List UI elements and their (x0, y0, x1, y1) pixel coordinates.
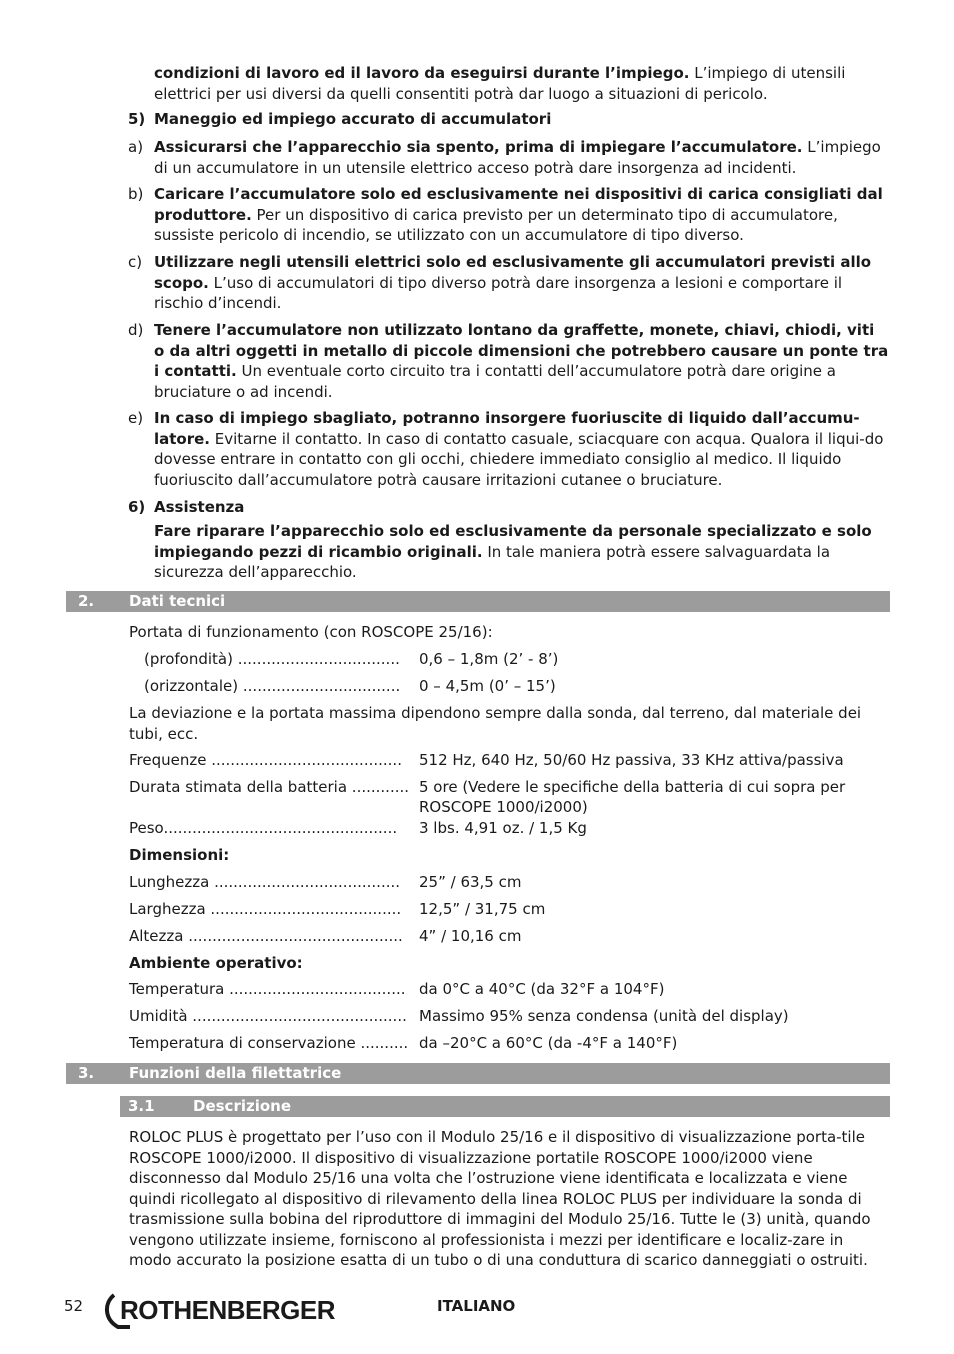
spec-horizontal (144, 676, 556, 697)
item-b-text (154, 184, 889, 246)
spec-temperature-value: da 0°C a 40°C (da 32°F a 104°F) (419, 980, 665, 998)
spec-battery-value: 5 ore (Vedere le specifiche della batteria di cui sopra per (419, 778, 846, 796)
spec-horizontal-key: (orizzontale) ................................. (144, 677, 401, 695)
spec-width-key: Larghezza ........................................ (129, 900, 402, 918)
page-number: 52 (64, 1297, 84, 1315)
item-e-body: Evitarne il contatto. In caso di contatto casuale, sciacquare con acqua. Qualora il liqui-do dovesse entrare in contatto con gli occhi, chiedere immediato consiglio al medico. Il liquido fuoriuscito dall’accumulatore potrà causare irritazioni cutanee o bruciature. (154, 429, 884, 489)
item-d-body: Un eventuale corto circuito tra i contatti dell’accumulatore potrà dare origine a bruciature o ad incendi. (154, 362, 836, 401)
item-d-bold: Tenere l’accumulatore non utilizzato lontano da graffette, monete, chiavi, chiodi, viti o da altri oggetti in metallo di piccole dimensioni che potrebbero causare un ponte tra i contatti. (154, 321, 889, 380)
item-c-text (154, 252, 889, 314)
deviation-note: La deviazione e la portata massima dipendono sempre dalla sonda, dal terreno, dal materiale dei tubi, ecc. (129, 704, 862, 743)
heading-title: Funzioni della filettatrice (129, 1064, 342, 1082)
spec-width-value: 12,5” / 31,75 cm (419, 900, 546, 918)
brand-logo (100, 1291, 350, 1331)
spec-weight-value: 3 lbs. 4,91 oz. / 1,5 Kg (419, 819, 587, 837)
spec-depth-key: (profondità) .................................. (144, 650, 400, 668)
item-a-label: a) (128, 138, 144, 156)
spec-storage-value: da –20°C a 60°C (da -4°F a 140°F) (419, 1034, 678, 1052)
description-paragraph: ROLOC PLUS è progettato per l’uso con il Modulo 25/16 e il dispositivo di visualizzazione porta-tile ROSCOPE 1000/i2000. Il dispositivo di visualizzazione portatile ROSCOPE 1000/i2000 viene disconnesso dal Modulo 25/16 una volta che l’ostruzione viene identificata e localizzata e viene quindi ricollegato al dispositivo di rilevamento della linea ROLOC PLUS per individuare la sonda di trasmissione sulla bobina del riproduttore di immagini del Modulo 25/16. Tutte le (3) unità, quando vengono utilizzate insieme, forniscono al professionista i mezzi per identificare e localiz-zare in modo accurato la posizione esatta di un tubo o di una conduttura di scarico danneggiati o ostruiti. (129, 1128, 871, 1269)
subheading-number: 3.1 (128, 1097, 155, 1115)
spec-frequency-value: 512 Hz, 640 Hz, 50/60 Hz passiva, 33 KHz attiva/passiva (419, 751, 844, 769)
heading-number: 3. (78, 1064, 95, 1082)
subheading-title: Descrizione (193, 1097, 292, 1115)
dimensions-title: Dimensioni: (129, 846, 230, 864)
item-c-label: c) (128, 253, 143, 271)
section5-label: 5) (128, 110, 146, 128)
intro-paragraph (154, 63, 889, 104)
language-label: ITALIANO (437, 1297, 516, 1315)
item-d-text (154, 320, 889, 402)
spec-battery-key: Durata stimata della batteria ............ (129, 778, 410, 796)
spec-length-value: 25” / 63,5 cm (419, 873, 522, 891)
item-b-body: Per un dispositivo di carica previsto per un determinato tipo di accumulatore, sussiste pericolo di incendio, se utilizzato con un accumulatore di tipo diverso. (154, 205, 838, 244)
item-c-body: L’uso di accumulatori di tipo diverso potrà dare insorgenza a lesioni e comportare il rischio d’incendi. (154, 273, 843, 312)
item-e-label: e) (128, 409, 144, 427)
environment-title: Ambiente operativo: (129, 954, 303, 972)
spec-frequency-key: Frequenze ........................................ (129, 751, 402, 769)
item-d-label: d) (128, 321, 144, 339)
spec-height-value: 4” / 10,16 cm (419, 927, 522, 945)
section-heading-functions (66, 1063, 890, 1084)
brand-name: ROTHENBERGER (120, 1295, 336, 1325)
section6-body: In tale maniera potrà essere salvaguardata la sicurezza dell’apparecchio. (154, 542, 831, 581)
item-c-bold: Utilizzare negli utensili elettrici solo ed esclusivamente gli accumulatori previsti allo scopo. (154, 253, 872, 292)
section-heading-tech (66, 591, 890, 612)
intro-text: L’impiego di utensili elettrici per usi diversi da quelli consentiti potrà dar luogo a situazioni di pericolo. (154, 64, 846, 103)
section6-title: Assistenza (154, 498, 245, 516)
spec-humidity-value: Massimo 95% senza condensa (unità del display) (419, 1007, 789, 1025)
spec-depth (144, 649, 559, 670)
item-e-bold: In caso di impiego sbagliato, potranno insorgere fuoriuscite di liquido dall’accumu-latore. (154, 409, 860, 448)
item-a-body: L’impiego di un accumulatore in un utensile elettrico acceso potrà dare insorgenza ad incidenti. (154, 138, 881, 177)
item-b-label: b) (128, 185, 144, 203)
spec-humidity-key: Umidità ............................................. (129, 1007, 407, 1025)
spec-horizontal-value: 0 – 4,5m (0’ – 15’) (419, 677, 556, 695)
heading-title: Dati tecnici (129, 592, 226, 610)
section6-bold: Fare riparare l’apparecchio solo ed esclusivamente da personale specializzato e solo impiegando pezzi di ricambio originali. (154, 522, 872, 561)
spec-battery-value-cont: ROSCOPE 1000/i2000) (419, 798, 588, 816)
spec-depth-value: 0,6 – 1,8m (2’ - 8’) (419, 650, 559, 668)
section6-label: 6) (128, 498, 146, 516)
item-e-text (154, 408, 889, 490)
spec-length-key: Lunghezza ....................................... (129, 873, 401, 891)
range-intro: Portata di funzionamento (con ROSCOPE 25/16): (129, 623, 493, 641)
item-a-text (154, 137, 889, 178)
item-a-bold: Assicurarsi che l’apparecchio sia spento, prima di impiegare l’accumulatore. (154, 138, 803, 156)
intro-bold: condizioni di lavoro ed il lavoro da eseguirsi durante l’impiego. (154, 64, 690, 82)
subsection-heading-description (120, 1096, 890, 1117)
section6-text (154, 521, 889, 583)
spec-weight-key: Peso................................................. (129, 819, 398, 837)
spec-height-key: Altezza ............................................. (129, 927, 403, 945)
section5-title: Maneggio ed impiego accurato di accumulatori (154, 110, 552, 128)
item-b-bold: Caricare l’accumulatore solo ed esclusivamente nei dispositivi di carica consigliati dal produttore. (154, 185, 883, 224)
spec-storage-key: Temperatura di conservazione .......... (129, 1034, 409, 1052)
spec-temperature-key: Temperatura ..................................... (129, 980, 406, 998)
heading-number: 2. (78, 592, 95, 610)
